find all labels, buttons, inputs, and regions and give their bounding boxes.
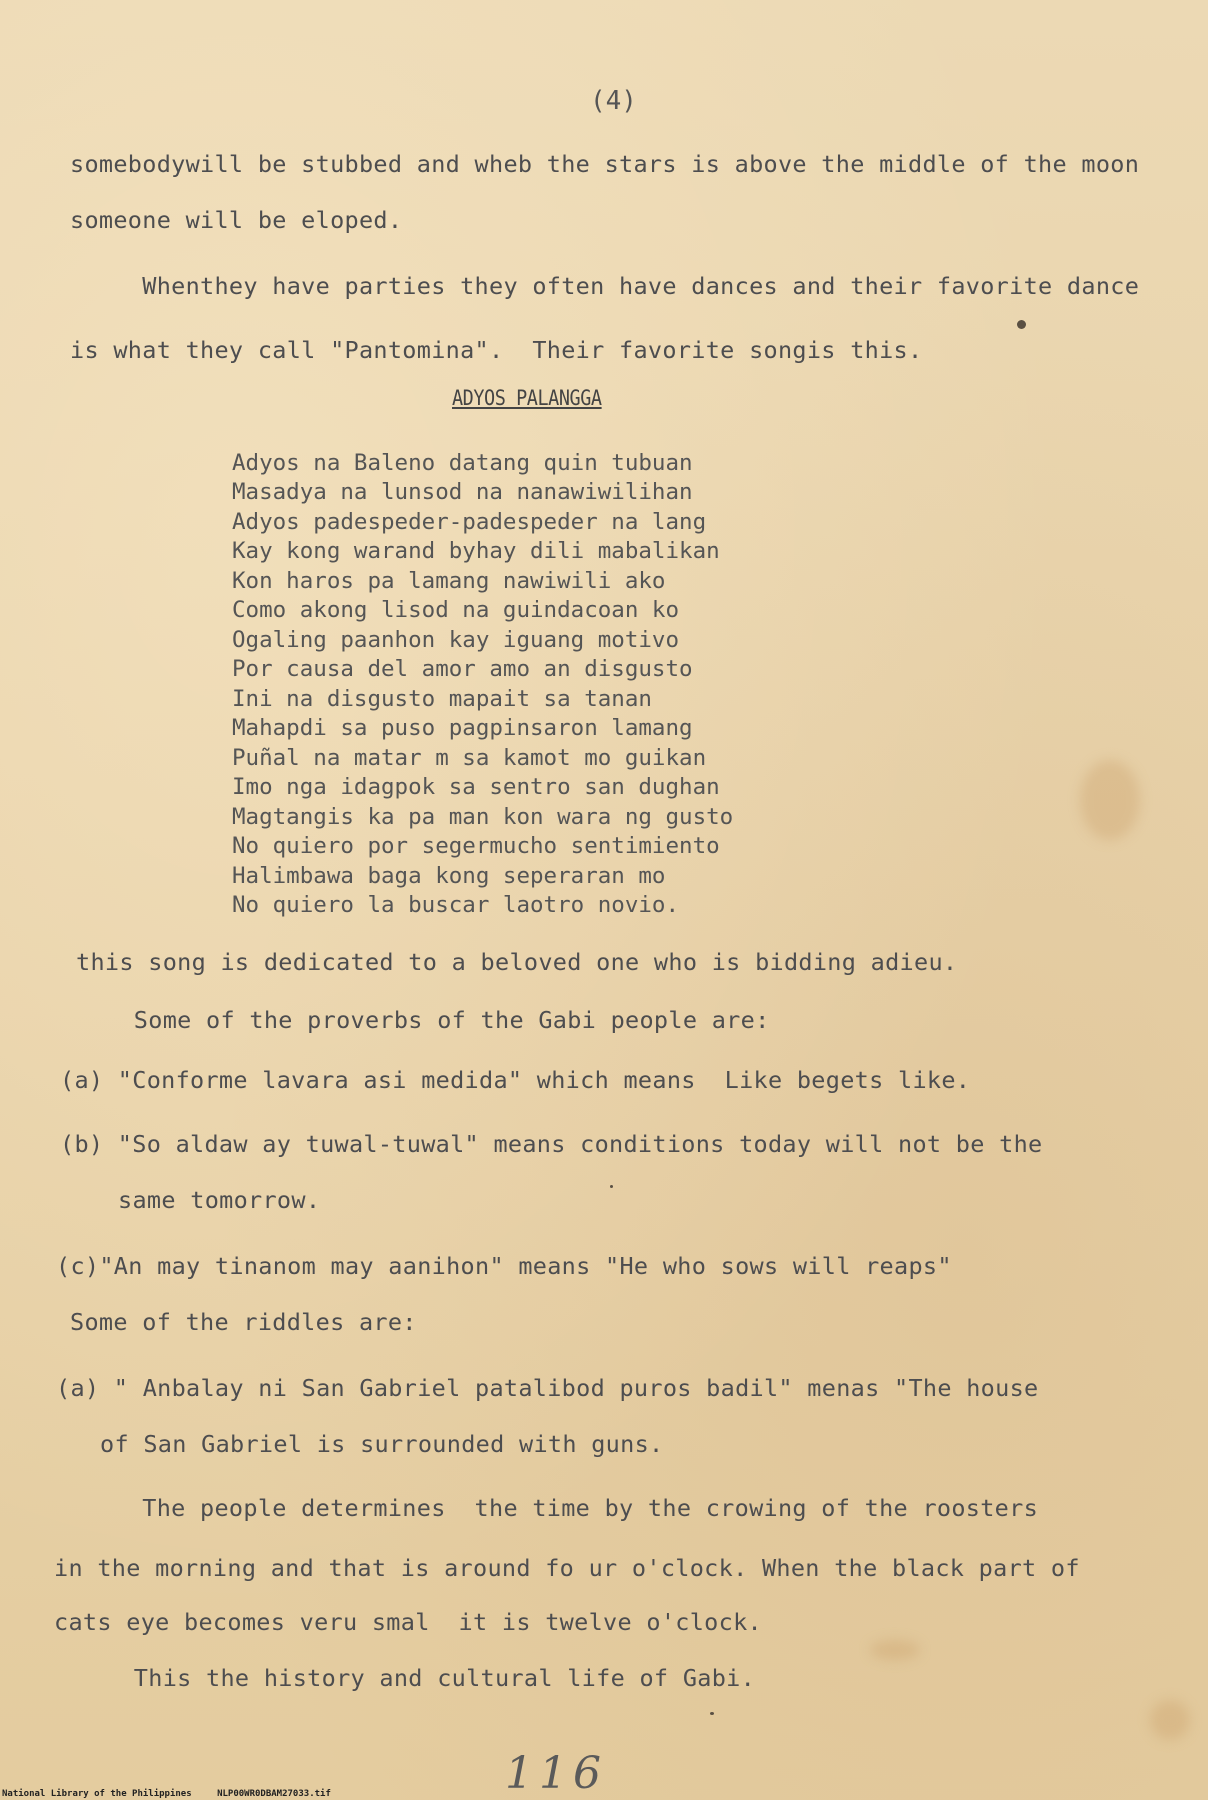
body-line: this song is dedicated to a beloved one who is bidding adieu. [76,948,958,976]
song-verse: Kon haros pa lamang nawiwili ako [232,568,666,594]
body-line: (b) "So aldaw ay tuwal-tuwal" means conditions today will not be the [60,1130,1043,1158]
ink-speck [610,1185,613,1188]
body-line: of San Gabriel is surrounded with guns. [100,1430,664,1458]
song-verse: Adyos na Baleno datang quin tubuan [232,450,693,476]
body-line: Some of the riddles are: [70,1308,417,1336]
body-line: (c)"An may tinanom may aanihon" means "He who sows will reaps" [56,1252,952,1280]
paper-stain [1080,760,1140,840]
ink-speck [1017,320,1026,329]
body-line: (a) "Conforme lavara asi medida" which means Like begets like. [60,1066,971,1094]
intro-line: someone will be eloped. [70,206,403,234]
song-verse: Ogaling paanhon kay iguang motivo [232,627,680,653]
paper-stain [870,1640,920,1660]
body-line: The people determines the time by the crowing of the roosters [70,1494,1039,1522]
scan-footer [2,1789,351,1799]
body-line: (a) " Anbalay ni San Gabriel patalibod puros badil" menas "The house [56,1374,1039,1402]
intro-line: is what they call "Pantomina". Their favorite songis this. [70,336,923,364]
intro-line: somebodywill be stubbed and wheb the stars is above the middle of the moon [70,150,1140,178]
song-verse: Masadya na lunsod na nanawiwilihan [232,479,693,505]
song-verse: No quiero por segermucho sentimiento [232,833,720,859]
song-verse: Puñal na matar m sa kamot mo guikan [232,745,707,771]
song-verse: Kay kong warand byhay dili mabalikan [232,538,720,564]
body-line: cats eye becomes veru smal it is twelve o'clock. [54,1608,762,1636]
song-verse: No quiero la buscar laotro novio. [232,892,680,918]
ink-speck [710,1712,714,1715]
page-number: (4) [590,86,637,116]
handwritten-page-number: 116 [505,1748,607,1799]
body-line: in the morning and that is around fo ur o'clock. When the black part of [54,1554,1080,1582]
song-verse: Por causa del amor amo an disgusto [232,656,693,682]
song-verse: Mahapdi sa puso pagpinsaron lamang [232,715,693,741]
body-line: Some of the proverbs of the Gabi people are: [76,1006,770,1034]
intro-line: Whenthey have parties they often have dances and their favorite dance [70,272,1140,300]
footer-filename: NLP00WR0DBAM27033.tif [217,1789,331,1799]
footer-library: National Library of the Philippines [2,1789,192,1799]
song-verse: Magtangis ka pa man kon wara ng gusto [232,804,734,830]
body-line: This the history and cultural life of Gabi. [76,1664,756,1692]
song-title: ADYOS PALANGGA [452,386,602,410]
paper-stain [1150,1700,1190,1740]
song-verse: Adyos padespeder-padespeder na lang [232,509,707,535]
song-verse: Imo nga idagpok sa sentro san dughan [232,774,720,800]
body-line: same tomorrow. [118,1186,321,1214]
song-verse: Ini na disgusto mapait sa tanan [232,686,652,712]
song-verse: Como akong lisod na guindacoan ko [232,597,680,623]
song-verse: Halimbawa baga kong seperaran mo [232,863,666,889]
